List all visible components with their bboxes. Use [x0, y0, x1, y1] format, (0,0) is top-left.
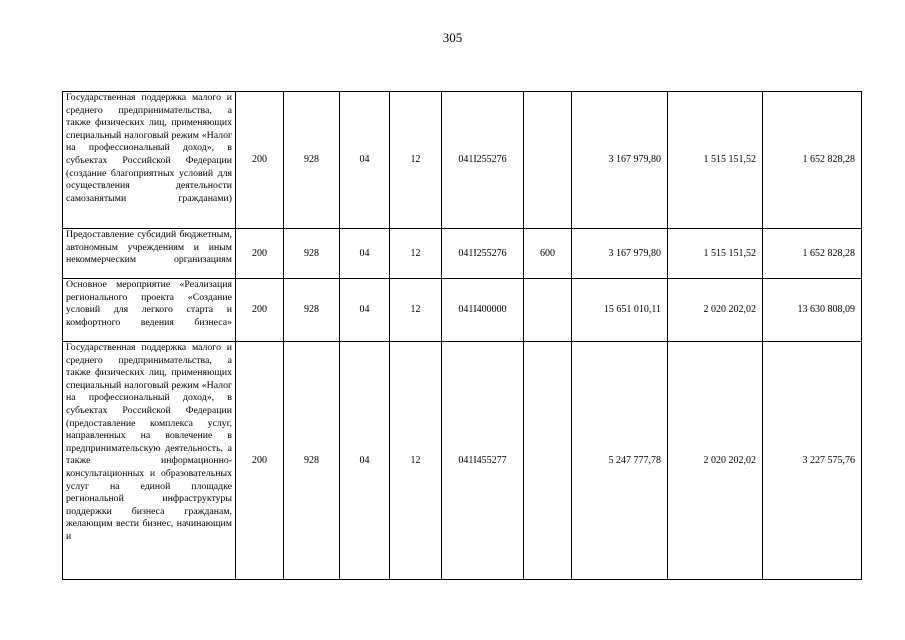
table-row: [63, 229, 862, 279]
cell-target-article: 041I255276: [442, 92, 524, 229]
cell-section: 04: [340, 279, 390, 342]
cell-subsection: 12: [390, 279, 442, 342]
cell-amount-federal: 1 515 151,52: [668, 92, 763, 229]
cell-code: 200: [236, 229, 284, 279]
cell-expense-type: 600: [524, 229, 572, 279]
cell-section: 04: [340, 229, 390, 279]
row-description: Государственная поддержка малого и среднего предпринимательства, а также физических лиц, применяющих специальный налоговый режим «Налог на профессиональный доход», в субъектах Российской Федерации (предоставление комплекса услуг, направленных на вовлечение в предпринимательскую деятельность, а также информационно-консультационных и образовательных услуг на единой площадке региональной инфраструктуры поддержки бизнеса гражданам, желающим вести бизнес, начинающим и: [63, 342, 236, 580]
cell-target-article: 041I400000: [442, 279, 524, 342]
page-number: 305: [442, 30, 463, 45]
cell-amount-federal: 2 020 202,02: [668, 342, 763, 580]
table-row: [63, 342, 862, 580]
cell-amount-regional: 1 652 828,28: [763, 92, 862, 229]
cell-expense-type: [524, 342, 572, 580]
cell-amount-federal: 1 515 151,52: [668, 229, 763, 279]
cell-target-article: 041I255276: [442, 229, 524, 279]
row-description: Основное мероприятие «Реализация регионального проекта «Создание условий для легкого старта и комфортного ведения бизнеса»: [63, 279, 236, 342]
cell-subsection: 12: [390, 342, 442, 580]
cell-amount-federal: 2 020 202,02: [668, 279, 763, 342]
table-row: [63, 92, 862, 229]
cell-amount-total: 15 651 010,11: [572, 279, 668, 342]
cell-code: 200: [236, 279, 284, 342]
cell-ministry: 928: [284, 342, 340, 580]
cell-subsection: 12: [390, 229, 442, 279]
cell-section: 04: [340, 92, 390, 229]
cell-ministry: 928: [284, 229, 340, 279]
cell-amount-total: 3 167 979,80: [572, 229, 668, 279]
cell-amount-regional: 3 227 575,76: [763, 342, 862, 580]
cell-ministry: 928: [284, 92, 340, 229]
cell-amount-regional: 1 652 828,28: [763, 229, 862, 279]
cell-amount-regional: 13 630 808,09: [763, 279, 862, 342]
cell-target-article: 041I455277: [442, 342, 524, 580]
cell-subsection: 12: [390, 92, 442, 229]
cell-expense-type: [524, 92, 572, 229]
cell-expense-type: [524, 279, 572, 342]
row-description: Государственная поддержка малого и среднего предпринимательства, а также физических лиц, применяющих специальный налоговый режим «Налог на профессиональный доход», в субъектах Российской Федерации (создание благоприятных условий для осуществления деятельности самозанятыми гражданами): [63, 92, 236, 229]
cell-section: 04: [340, 342, 390, 580]
cell-amount-total: 5 247 777,78: [572, 342, 668, 580]
cell-code: 200: [236, 342, 284, 580]
row-description: Предоставление субсидий бюджетным, автономным учреждениям и иным некоммерческим организациям: [63, 229, 236, 279]
cell-ministry: 928: [284, 279, 340, 342]
budget-table: [62, 91, 862, 580]
cell-amount-total: 3 167 979,80: [572, 92, 668, 229]
table-row: [63, 279, 862, 342]
cell-code: 200: [236, 92, 284, 229]
